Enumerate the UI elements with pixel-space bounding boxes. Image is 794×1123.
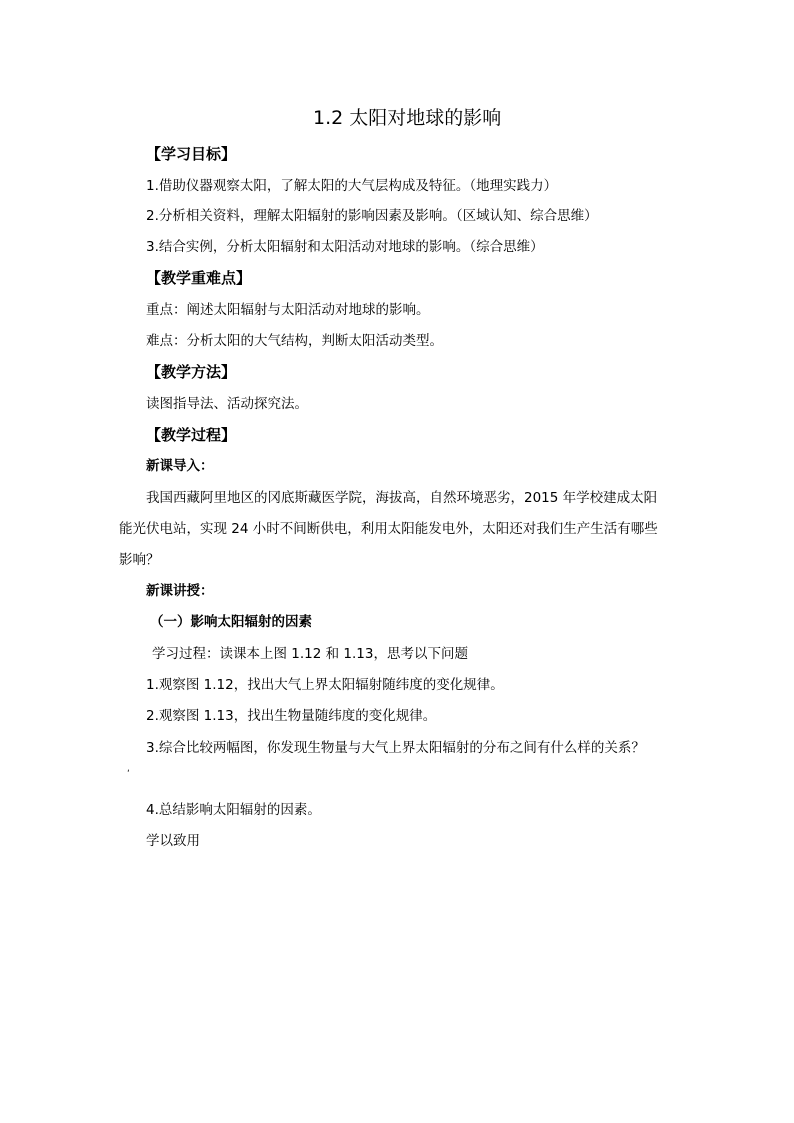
intro-label: 新课导入：	[146, 458, 214, 474]
question-item: 3.综合比较两幅图，你发现生物量与大气上界太阳辐射的分布之间有什么样的关系？	[146, 740, 645, 756]
key-point-text: 重点：阐述太阳辐射与太阳活动对地球的影响。	[146, 302, 430, 318]
section-heading-key-points: 【教学重难点】	[146, 269, 252, 287]
stray-mark: ‘	[127, 769, 130, 779]
question-item: 1.观察图 1.12，找出大气上界太阳辐射随纬度的变化规律。	[146, 677, 504, 693]
page-title: 1.2 太阳对地球的影响	[313, 107, 502, 129]
intro-paragraph-line: 影响？	[119, 552, 160, 568]
subsection-heading: （一）影响太阳辐射的因素	[150, 614, 312, 630]
section-heading-methods: 【教学方法】	[146, 363, 237, 381]
intro-paragraph-line: 我国西藏阿里地区的冈底斯藏医学院，海拔高，自然环境恶劣，2015 年学校建成太阳	[146, 490, 658, 506]
section-heading-process: 【教学过程】	[146, 426, 237, 444]
study-process-text: 学习过程：读课本上图 1.12 和 1.13，思考以下问题	[152, 646, 468, 662]
intro-paragraph-line: 能光伏电站，实现 24 小时不间断供电，利用太阳能发电外，太阳还对我们生产生活有哪些	[119, 521, 658, 537]
difficult-point-text: 难点：分析太阳的大气结构，判断太阳活动类型。	[146, 333, 443, 349]
section-heading-objectives: 【学习目标】	[146, 145, 237, 163]
methods-text: 读图指导法、活动探究法。	[146, 396, 308, 412]
lecture-label: 新课讲授：	[146, 583, 214, 599]
question-item: 4.总结影响太阳辐射的因素。	[146, 802, 321, 818]
objective-item: 2.分析相关资料，理解太阳辐射的影响因素及影响。（区域认知、综合思维）	[146, 208, 598, 224]
objective-item: 1.借助仪器观察太阳，了解太阳的大气层构成及特征。（地理实践力）	[146, 178, 558, 194]
apply-text: 学以致用	[146, 833, 200, 849]
question-item: 2.观察图 1.13，找出生物量随纬度的变化规律。	[146, 708, 437, 724]
objective-item: 3.结合实例，分析太阳辐射和太阳活动对地球的影响。（综合思维）	[146, 239, 544, 255]
